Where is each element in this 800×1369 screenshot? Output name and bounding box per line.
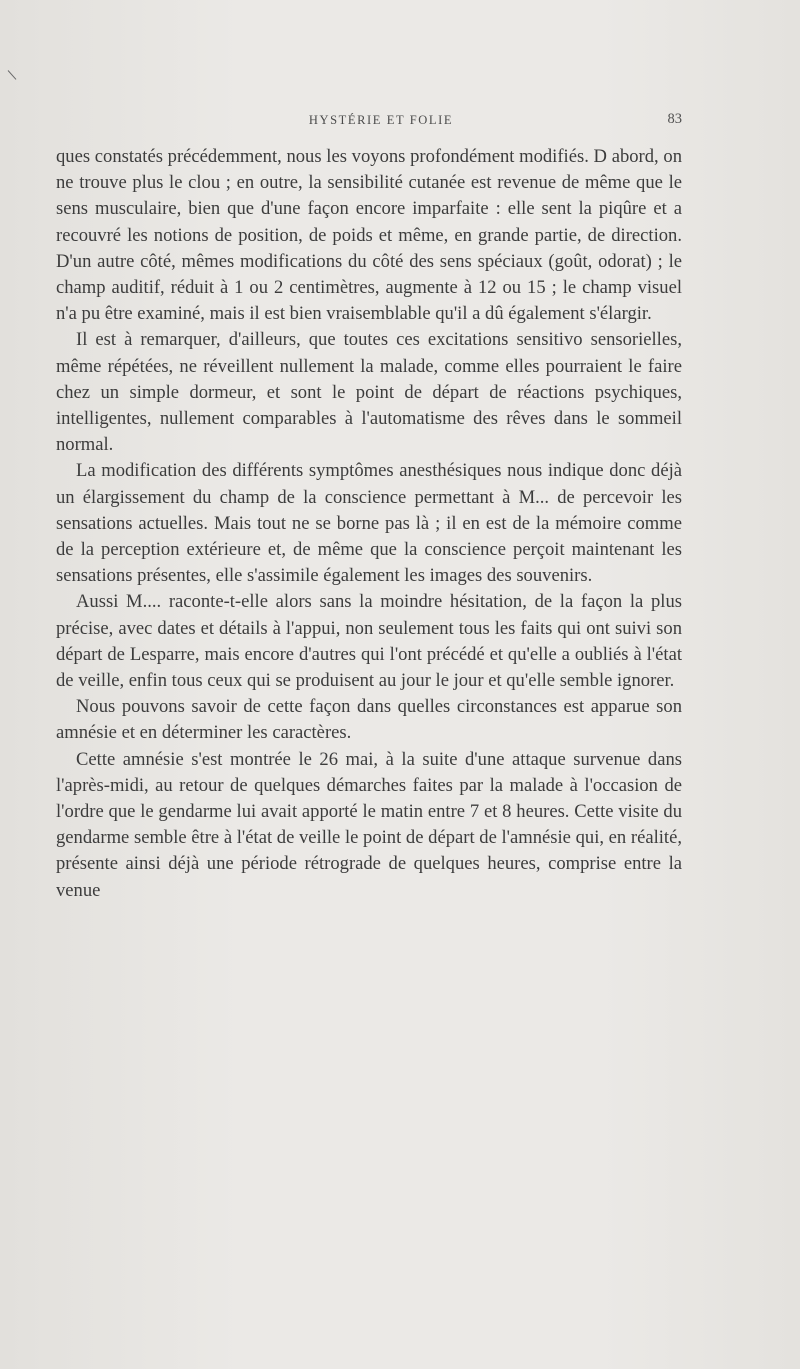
paragraph: Cette amnésie s'est montrée le 26 mai, à la suite d'une attaque survenue dans l'après-midi, au retour de quelques démarches faites par la malade à l'occasion de l'ordre que le gendarme lui avait apporté le matin entre 7 et 8 heures. Cette visite du gendarme semble être à l'état de veille le point de départ de l'amnésie qui, en réalité, présente ainsi déjà une période rétrograde de quelques heures, comprise entre la venue (56, 748, 682, 901)
margin-mark (8, 70, 17, 80)
paragraph: Nous pouvons savoir de cette façon dans quelles circonstances est apparue son amnésie et en déterminer les caractères. (56, 696, 682, 744)
paragraph: ques constatés précédemment, nous les voyons profondément modifiés. D abord, on ne trouve plus le clou ; en outre, la sensibilité cutanée est revenue de même que le sens musculaire, bien que d'une façon encore imparfaite : elle sent la piqûre et a recouvré les notions de position, de poids et même, en grande partie, de direction. D'un autre côté, mêmes modifications du côté des sens spéciaux (goût, odorat) ; le champ auditif, réduit à 1 ou 2 centimètres, augmente à 12 ou 15 ; le champ visuel n'a pu être examiné, mais il est bien vraisemblable qu'il a dû également s'élargir. (56, 146, 682, 325)
paragraph: Aussi M.... raconte-t-elle alors sans la moindre hésitation, de la façon la plus précise, avec dates et détails à l'appui, non seulement tous les faits qui ont suivi son départ de Lesparre, mais encore d'autres qui l'ont précédé et qu'elle a oubliés à l'état de veille, enfin tous ceux qui se produisent au jour le jour et qu'elle semble ignorer. (56, 591, 682, 692)
page-number: 83 (667, 111, 682, 127)
paragraph: La modification des différents symptômes anesthésiques nous indique donc déjà un élargissement du champ de la conscience permettant à M... de percevoir les sensations actuelles. Mais tout ne se borne pas là ; il en est de la mémoire comme de la perception extérieure et, de même que la conscience perçoit maintenant les sensations présentes, elle s'assimile également les images des souvenirs. (56, 460, 682, 587)
body-text (56, 144, 682, 904)
running-title: HYSTÉRIE ET FOLIE (308, 113, 454, 127)
paragraph: Il est à remarquer, d'ailleurs, que toutes ces excitations sensitivo sensorielles, même répétées, ne réveillent nullement la malade, comme elles pourraient le faire chez un simple dormeur, et sont le point de départ de réactions psychiques, intelligentes, nullement comparables à l'automatisme des rêves dans le sommeil normal. (56, 329, 682, 456)
running-header (56, 113, 682, 133)
